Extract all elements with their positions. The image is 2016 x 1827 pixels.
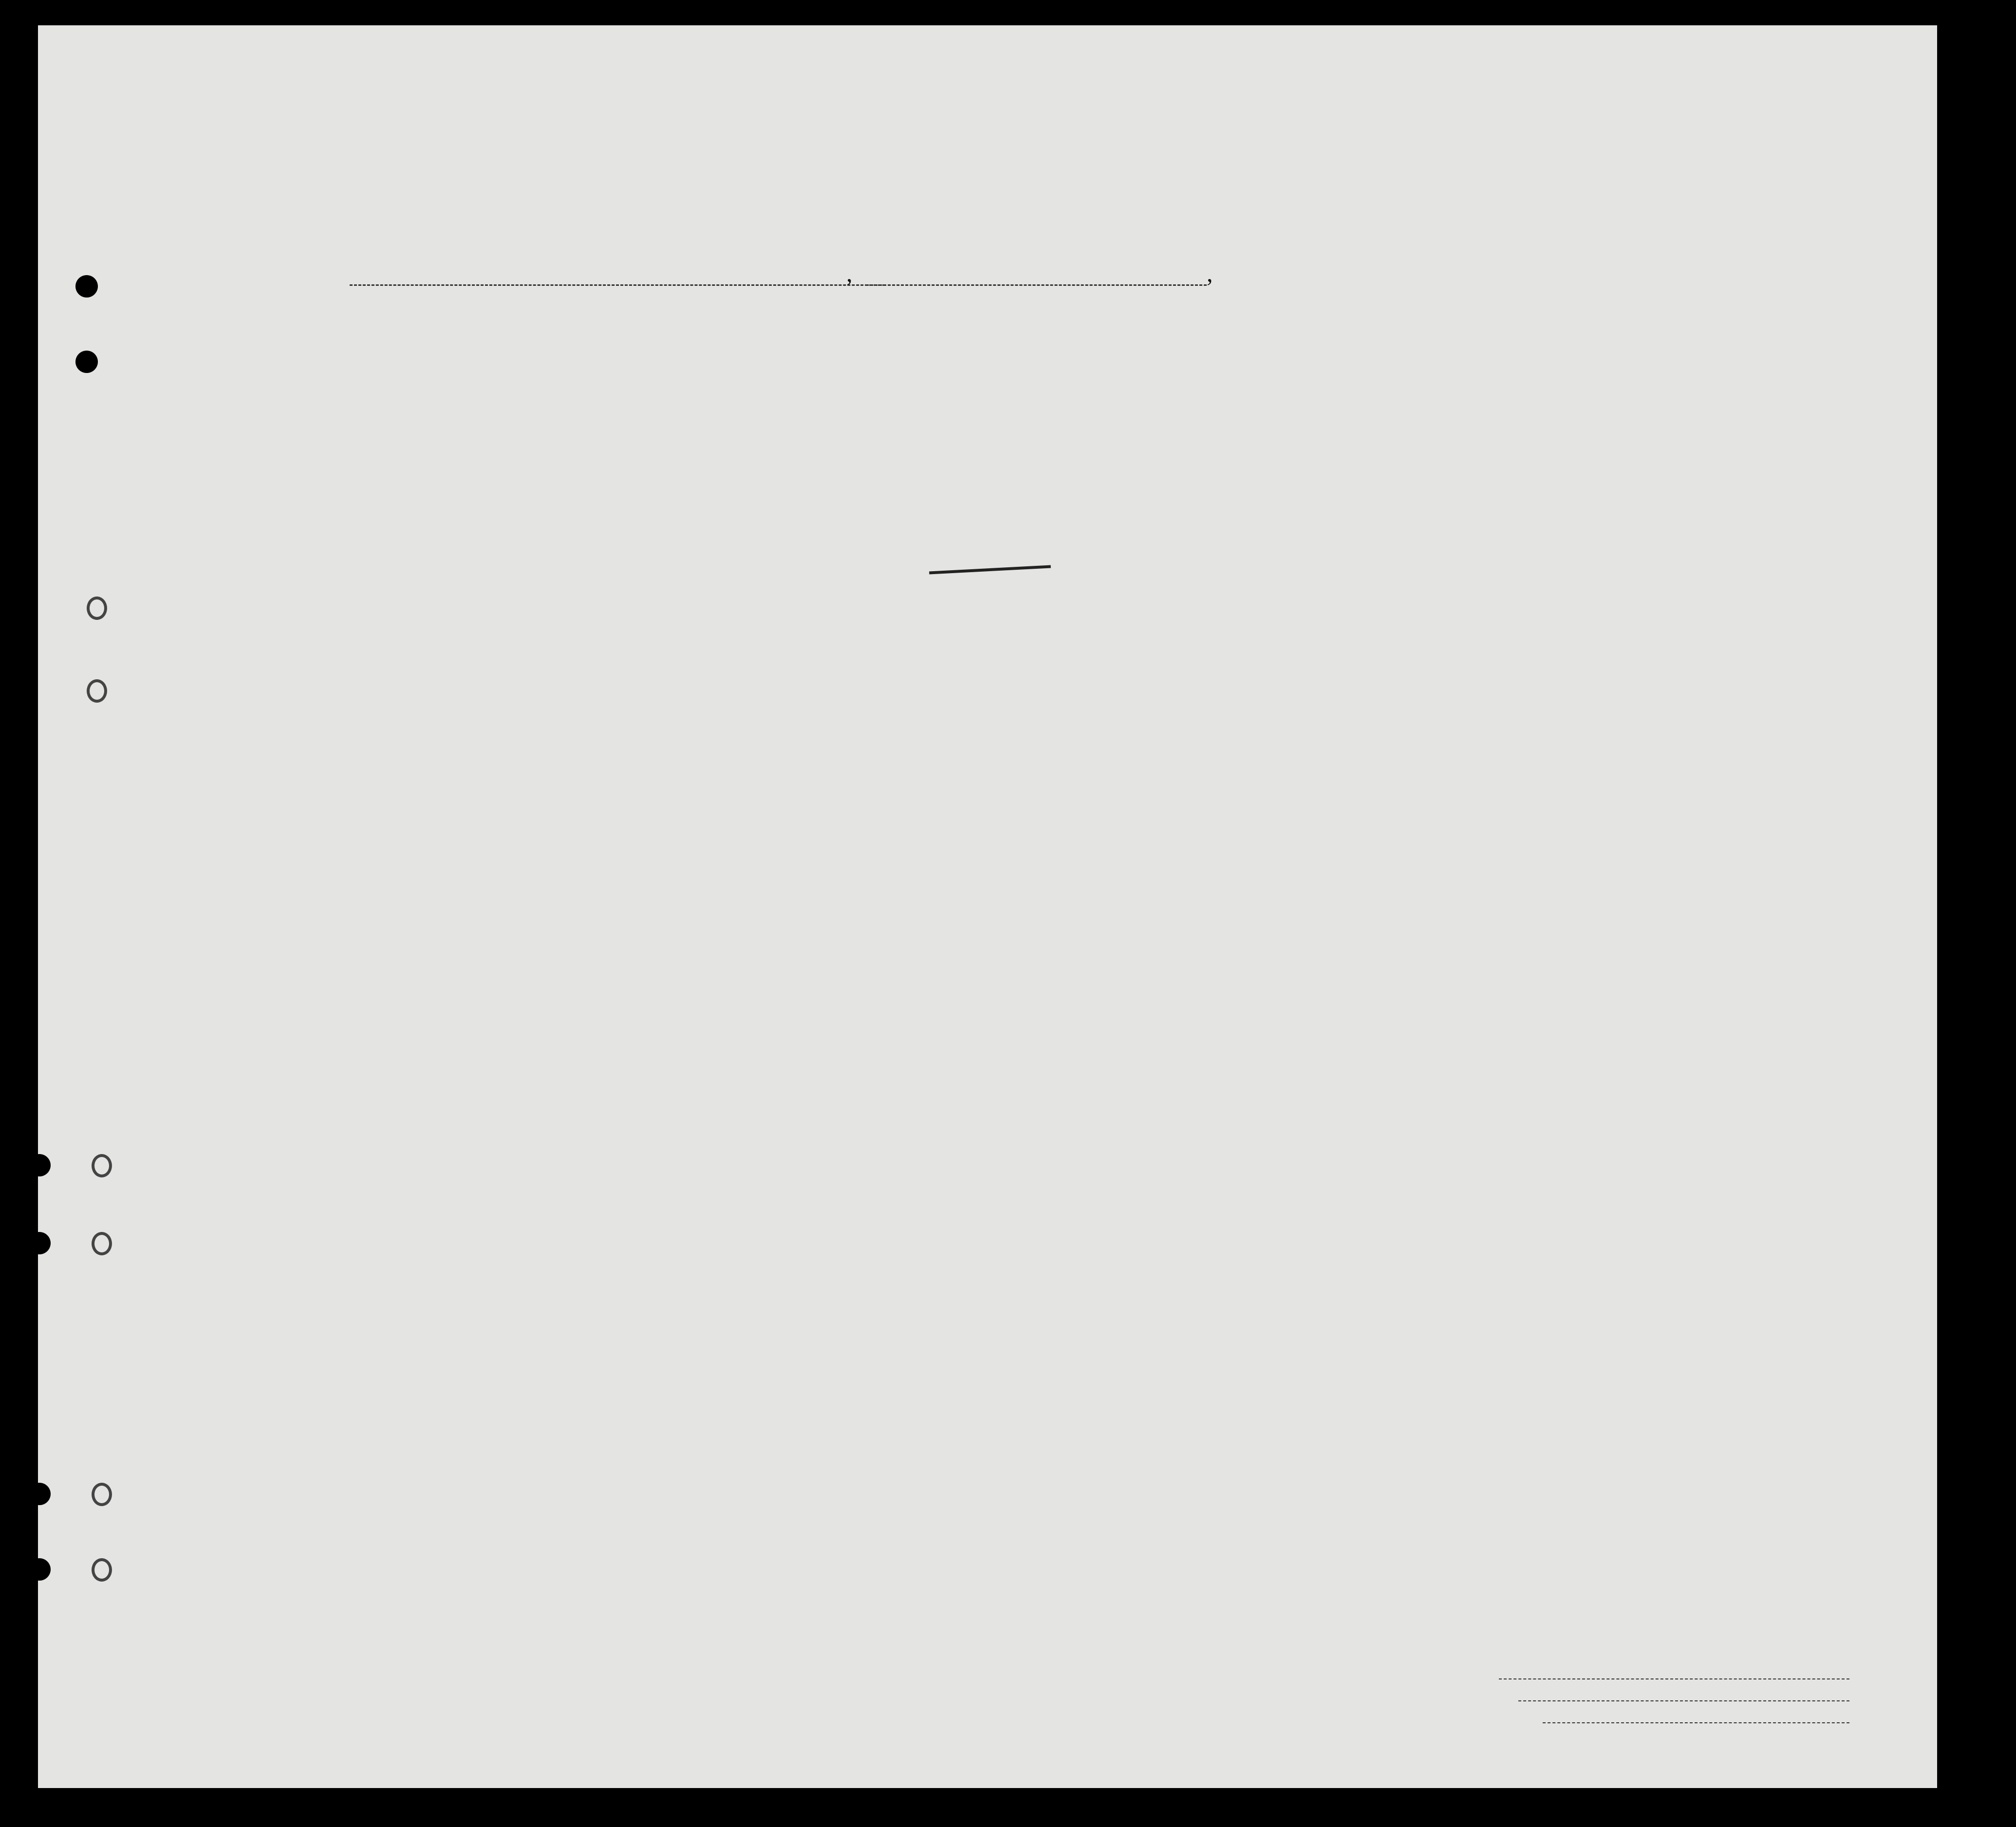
- binder-hole: [28, 1232, 51, 1254]
- binder-hole: [75, 351, 98, 373]
- col-24-c: [1231, 386, 1251, 488]
- binder-hole: [75, 275, 98, 298]
- col-24-a: [1159, 386, 1188, 488]
- manifest-sheet: [38, 25, 1937, 1788]
- binder-ring: [92, 1483, 112, 1506]
- col-24-b: [1197, 386, 1216, 488]
- col-25-header: [1265, 376, 1289, 493]
- col-28-header: [1363, 376, 1397, 493]
- binder-hole: [28, 1558, 51, 1581]
- col-30-header: [1456, 376, 1475, 493]
- col-31-header: [1483, 376, 1508, 493]
- comma-2: ,: [1207, 260, 1213, 287]
- footer-owners-rule: [1518, 1700, 1849, 1701]
- binder-ring: [92, 1154, 112, 1177]
- footer-line-rule: [1499, 1678, 1849, 1679]
- binder-hole: [28, 1154, 51, 1176]
- col-29-header: [1415, 376, 1442, 493]
- binder-ring: [92, 1558, 112, 1582]
- comma-1: ,: [846, 260, 853, 287]
- binder-ring: [87, 679, 107, 703]
- binder-ring: [87, 597, 107, 620]
- footer-agents-rule: [1543, 1722, 1849, 1723]
- binder-hole: [28, 1483, 51, 1505]
- form-grid: [38, 25, 1937, 1788]
- binder-ring: [92, 1232, 112, 1255]
